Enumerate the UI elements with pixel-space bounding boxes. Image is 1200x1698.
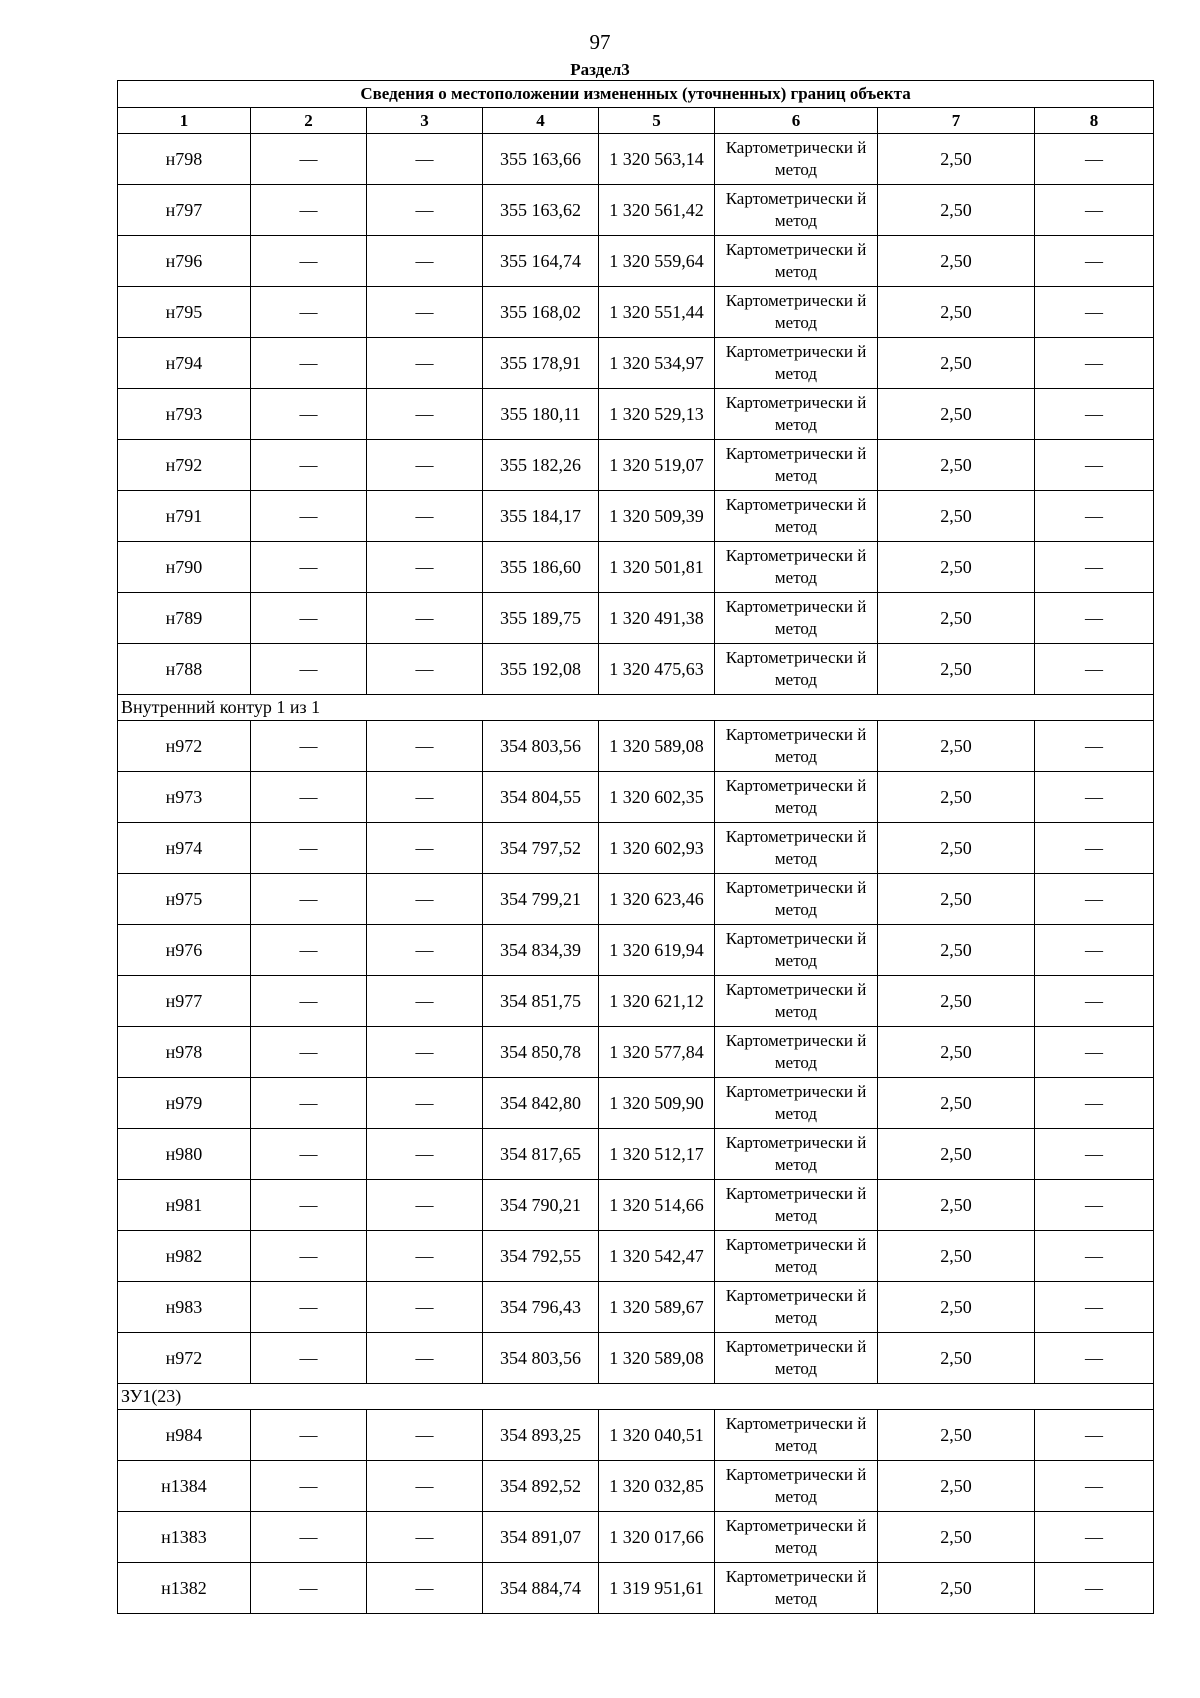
method-cell: Картометрически й метод [715, 287, 878, 338]
column-3-cell: — [367, 721, 483, 772]
column-3-cell: — [367, 287, 483, 338]
section-label: ЗУ1(23) [118, 1384, 1154, 1410]
column-8-cell: — [1035, 874, 1154, 925]
y-coordinate-cell: 1 320 589,67 [599, 1282, 715, 1333]
table-row [118, 593, 1154, 644]
table-caption-row [118, 81, 1154, 108]
accuracy-cell: 2,50 [878, 593, 1035, 644]
table-row [118, 925, 1154, 976]
y-coordinate-cell: 1 320 623,46 [599, 874, 715, 925]
y-coordinate-cell: 1 320 529,13 [599, 389, 715, 440]
column-8-cell: — [1035, 1563, 1154, 1614]
column-8-cell: — [1035, 389, 1154, 440]
accuracy-cell: 2,50 [878, 1333, 1035, 1384]
column-8-cell: — [1035, 1461, 1154, 1512]
method-cell: Картометрически й метод [715, 491, 878, 542]
point-cell: н789 [118, 593, 251, 644]
method-cell: Картометрически й метод [715, 925, 878, 976]
column-8-cell: — [1035, 1129, 1154, 1180]
point-cell: н797 [118, 185, 251, 236]
point-cell: н1384 [118, 1461, 251, 1512]
method-cell: Картометрически й метод [715, 976, 878, 1027]
column-3-cell: — [367, 1282, 483, 1333]
column-8-cell: — [1035, 1180, 1154, 1231]
column-3-cell: — [367, 338, 483, 389]
x-coordinate-cell: 355 192,08 [483, 644, 599, 695]
table-row [118, 1410, 1154, 1461]
method-cell: Картометрически й метод [715, 1512, 878, 1563]
x-coordinate-cell: 354 790,21 [483, 1180, 599, 1231]
column-8-cell: — [1035, 1027, 1154, 1078]
column-8-cell: — [1035, 1231, 1154, 1282]
point-cell: н977 [118, 976, 251, 1027]
table-row [118, 721, 1154, 772]
x-coordinate-cell: 355 184,17 [483, 491, 599, 542]
column-8-cell: — [1035, 185, 1154, 236]
y-coordinate-cell: 1 320 032,85 [599, 1461, 715, 1512]
column-8-cell: — [1035, 925, 1154, 976]
column-2-cell: — [251, 976, 367, 1027]
y-coordinate-cell: 1 320 534,97 [599, 338, 715, 389]
column-2-cell: — [251, 236, 367, 287]
table-row [118, 491, 1154, 542]
method-cell: Картометрически й метод [715, 1333, 878, 1384]
x-coordinate-cell: 354 842,80 [483, 1078, 599, 1129]
method-cell: Картометрически й метод [715, 1180, 878, 1231]
y-coordinate-cell: 1 319 951,61 [599, 1563, 715, 1614]
method-cell: Картометрически й метод [715, 644, 878, 695]
method-cell: Картометрически й метод [715, 1563, 878, 1614]
column-3-cell: — [367, 389, 483, 440]
column-3-cell: — [367, 185, 483, 236]
method-cell: Картометрически й метод [715, 542, 878, 593]
column-3-cell: — [367, 1027, 483, 1078]
column-number: 2 [251, 108, 367, 134]
table-row [118, 1129, 1154, 1180]
accuracy-cell: 2,50 [878, 134, 1035, 185]
x-coordinate-cell: 355 182,26 [483, 440, 599, 491]
y-coordinate-cell: 1 320 514,66 [599, 1180, 715, 1231]
table-row [118, 1027, 1154, 1078]
x-coordinate-cell: 355 180,11 [483, 389, 599, 440]
column-number: 8 [1035, 108, 1154, 134]
column-8-cell: — [1035, 823, 1154, 874]
table-row [118, 976, 1154, 1027]
column-2-cell: — [251, 1231, 367, 1282]
x-coordinate-cell: 354 804,55 [483, 772, 599, 823]
point-cell: н978 [118, 1027, 251, 1078]
column-2-cell: — [251, 440, 367, 491]
column-8-cell: — [1035, 721, 1154, 772]
method-cell: Картометрически й метод [715, 593, 878, 644]
column-number: 4 [483, 108, 599, 134]
column-2-cell: — [251, 1333, 367, 1384]
method-cell: Картометрически й метод [715, 440, 878, 491]
x-coordinate-cell: 354 834,39 [483, 925, 599, 976]
column-2-cell: — [251, 185, 367, 236]
method-cell: Картометрически й метод [715, 721, 878, 772]
point-cell: н796 [118, 236, 251, 287]
accuracy-cell: 2,50 [878, 1231, 1035, 1282]
section-title: Раздел3 [570, 60, 630, 79]
x-coordinate-cell: 355 163,66 [483, 134, 599, 185]
y-coordinate-cell: 1 320 602,93 [599, 823, 715, 874]
accuracy-cell: 2,50 [878, 389, 1035, 440]
column-2-cell: — [251, 874, 367, 925]
x-coordinate-cell: 355 189,75 [483, 593, 599, 644]
table-row [118, 134, 1154, 185]
point-cell: н975 [118, 874, 251, 925]
page-number: 97 [589, 30, 611, 54]
accuracy-cell: 2,50 [878, 823, 1035, 874]
column-3-cell: — [367, 1231, 483, 1282]
table-row [118, 1078, 1154, 1129]
table-row [118, 1512, 1154, 1563]
table-row [118, 1333, 1154, 1384]
table-row [118, 542, 1154, 593]
y-coordinate-cell: 1 320 621,12 [599, 976, 715, 1027]
accuracy-cell: 2,50 [878, 874, 1035, 925]
column-2-cell: — [251, 1180, 367, 1231]
accuracy-cell: 2,50 [878, 236, 1035, 287]
method-cell: Картометрически й метод [715, 1129, 878, 1180]
accuracy-cell: 2,50 [878, 1027, 1035, 1078]
point-cell: н972 [118, 1333, 251, 1384]
y-coordinate-cell: 1 320 619,94 [599, 925, 715, 976]
column-8-cell: — [1035, 338, 1154, 389]
x-coordinate-cell: 355 163,62 [483, 185, 599, 236]
y-coordinate-cell: 1 320 563,14 [599, 134, 715, 185]
column-3-cell: — [367, 1333, 483, 1384]
y-coordinate-cell: 1 320 589,08 [599, 721, 715, 772]
method-cell: Картометрически й метод [715, 823, 878, 874]
table-row [118, 287, 1154, 338]
y-coordinate-cell: 1 320 512,17 [599, 1129, 715, 1180]
y-coordinate-cell: 1 320 602,35 [599, 772, 715, 823]
column-3-cell: — [367, 491, 483, 542]
accuracy-cell: 2,50 [878, 542, 1035, 593]
point-cell: н788 [118, 644, 251, 695]
y-coordinate-cell: 1 320 040,51 [599, 1410, 715, 1461]
column-8-cell: — [1035, 287, 1154, 338]
method-cell: Картометрически й метод [715, 134, 878, 185]
column-8-cell: — [1035, 1333, 1154, 1384]
column-2-cell: — [251, 338, 367, 389]
point-cell: н793 [118, 389, 251, 440]
column-3-cell: — [367, 925, 483, 976]
column-3-cell: — [367, 644, 483, 695]
accuracy-cell: 2,50 [878, 925, 1035, 976]
column-2-cell: — [251, 721, 367, 772]
point-cell: н791 [118, 491, 251, 542]
column-8-cell: — [1035, 491, 1154, 542]
x-coordinate-cell: 354 892,52 [483, 1461, 599, 1512]
accuracy-cell: 2,50 [878, 1180, 1035, 1231]
x-coordinate-cell: 355 164,74 [483, 236, 599, 287]
method-cell: Картометрически й метод [715, 874, 878, 925]
column-2-cell: — [251, 1129, 367, 1180]
x-coordinate-cell: 354 797,52 [483, 823, 599, 874]
x-coordinate-cell: 354 803,56 [483, 721, 599, 772]
point-cell: н795 [118, 287, 251, 338]
section-label: Внутренний контур 1 из 1 [118, 695, 1154, 721]
column-8-cell: — [1035, 1512, 1154, 1563]
column-3-cell: — [367, 1512, 483, 1563]
x-coordinate-cell: 354 893,25 [483, 1410, 599, 1461]
column-3-cell: — [367, 236, 483, 287]
column-2-cell: — [251, 1563, 367, 1614]
table-row [118, 389, 1154, 440]
column-2-cell: — [251, 1410, 367, 1461]
table-row [118, 1180, 1154, 1231]
column-2-cell: — [251, 1512, 367, 1563]
column-number: 1 [118, 108, 251, 134]
y-coordinate-cell: 1 320 519,07 [599, 440, 715, 491]
x-coordinate-cell: 354 799,21 [483, 874, 599, 925]
method-cell: Картометрически й метод [715, 338, 878, 389]
column-8-cell: — [1035, 1410, 1154, 1461]
column-2-cell: — [251, 542, 367, 593]
method-cell: Картометрически й метод [715, 1078, 878, 1129]
point-cell: н983 [118, 1282, 251, 1333]
table-row [118, 874, 1154, 925]
column-8-cell: — [1035, 542, 1154, 593]
column-2-cell: — [251, 1027, 367, 1078]
y-coordinate-cell: 1 320 542,47 [599, 1231, 715, 1282]
y-coordinate-cell: 1 320 509,39 [599, 491, 715, 542]
accuracy-cell: 2,50 [878, 1129, 1035, 1180]
method-cell: Картометрически й метод [715, 1231, 878, 1282]
section-label-row [118, 1384, 1154, 1410]
column-8-cell: — [1035, 134, 1154, 185]
point-cell: н973 [118, 772, 251, 823]
method-cell: Картометрически й метод [715, 236, 878, 287]
coordinates-table [117, 80, 1154, 1614]
method-cell: Картометрически й метод [715, 1282, 878, 1333]
accuracy-cell: 2,50 [878, 721, 1035, 772]
point-cell: н980 [118, 1129, 251, 1180]
table-row [118, 1282, 1154, 1333]
column-3-cell: — [367, 593, 483, 644]
method-cell: Картометрически й метод [715, 185, 878, 236]
x-coordinate-cell: 354 817,65 [483, 1129, 599, 1180]
x-coordinate-cell: 354 792,55 [483, 1231, 599, 1282]
table-row [118, 823, 1154, 874]
method-cell: Картометрически й метод [715, 389, 878, 440]
accuracy-cell: 2,50 [878, 491, 1035, 542]
table-row [118, 1563, 1154, 1614]
accuracy-cell: 2,50 [878, 287, 1035, 338]
x-coordinate-cell: 354 884,74 [483, 1563, 599, 1614]
column-2-cell: — [251, 287, 367, 338]
column-3-cell: — [367, 1078, 483, 1129]
point-cell: н790 [118, 542, 251, 593]
column-8-cell: — [1035, 644, 1154, 695]
section-label-row [118, 695, 1154, 721]
column-number: 6 [715, 108, 878, 134]
point-cell: н792 [118, 440, 251, 491]
table-row [118, 1461, 1154, 1512]
table-row [118, 1231, 1154, 1282]
x-coordinate-cell: 355 186,60 [483, 542, 599, 593]
accuracy-cell: 2,50 [878, 644, 1035, 695]
column-2-cell: — [251, 1282, 367, 1333]
table-row [118, 772, 1154, 823]
y-coordinate-cell: 1 320 017,66 [599, 1512, 715, 1563]
x-coordinate-cell: 354 851,75 [483, 976, 599, 1027]
table-row [118, 644, 1154, 695]
column-2-cell: — [251, 1461, 367, 1512]
column-2-cell: — [251, 925, 367, 976]
accuracy-cell: 2,50 [878, 1282, 1035, 1333]
column-3-cell: — [367, 134, 483, 185]
point-cell: н798 [118, 134, 251, 185]
y-coordinate-cell: 1 320 501,81 [599, 542, 715, 593]
table-row [118, 185, 1154, 236]
column-3-cell: — [367, 772, 483, 823]
column-3-cell: — [367, 874, 483, 925]
point-cell: н794 [118, 338, 251, 389]
column-3-cell: — [367, 440, 483, 491]
point-cell: н974 [118, 823, 251, 874]
y-coordinate-cell: 1 320 551,44 [599, 287, 715, 338]
accuracy-cell: 2,50 [878, 440, 1035, 491]
x-coordinate-cell: 354 891,07 [483, 1512, 599, 1563]
point-cell: н981 [118, 1180, 251, 1231]
x-coordinate-cell: 354 850,78 [483, 1027, 599, 1078]
accuracy-cell: 2,50 [878, 1512, 1035, 1563]
y-coordinate-cell: 1 320 561,42 [599, 185, 715, 236]
column-2-cell: — [251, 644, 367, 695]
column-3-cell: — [367, 542, 483, 593]
column-number: 3 [367, 108, 483, 134]
accuracy-cell: 2,50 [878, 772, 1035, 823]
x-coordinate-cell: 355 168,02 [483, 287, 599, 338]
column-8-cell: — [1035, 772, 1154, 823]
column-number: 5 [599, 108, 715, 134]
x-coordinate-cell: 355 178,91 [483, 338, 599, 389]
y-coordinate-cell: 1 320 475,63 [599, 644, 715, 695]
x-coordinate-cell: 354 803,56 [483, 1333, 599, 1384]
column-number: 7 [878, 108, 1035, 134]
column-8-cell: — [1035, 593, 1154, 644]
point-cell: н972 [118, 721, 251, 772]
y-coordinate-cell: 1 320 559,64 [599, 236, 715, 287]
point-cell: н976 [118, 925, 251, 976]
column-2-cell: — [251, 823, 367, 874]
y-coordinate-cell: 1 320 589,08 [599, 1333, 715, 1384]
accuracy-cell: 2,50 [878, 1078, 1035, 1129]
column-2-cell: — [251, 593, 367, 644]
method-cell: Картометрически й метод [715, 1027, 878, 1078]
accuracy-cell: 2,50 [878, 1563, 1035, 1614]
column-8-cell: — [1035, 236, 1154, 287]
point-cell: н984 [118, 1410, 251, 1461]
column-2-cell: — [251, 134, 367, 185]
column-8-cell: — [1035, 440, 1154, 491]
y-coordinate-cell: 1 320 491,38 [599, 593, 715, 644]
coordinates-table-body [118, 81, 1154, 1614]
x-coordinate-cell: 354 796,43 [483, 1282, 599, 1333]
accuracy-cell: 2,50 [878, 185, 1035, 236]
column-3-cell: — [367, 1563, 483, 1614]
column-3-cell: — [367, 1180, 483, 1231]
column-8-cell: — [1035, 1078, 1154, 1129]
accuracy-cell: 2,50 [878, 976, 1035, 1027]
point-cell: н1383 [118, 1512, 251, 1563]
column-3-cell: — [367, 1461, 483, 1512]
point-cell: н1382 [118, 1563, 251, 1614]
column-3-cell: — [367, 976, 483, 1027]
point-cell: н982 [118, 1231, 251, 1282]
method-cell: Картометрически й метод [715, 1410, 878, 1461]
method-cell: Картометрически й метод [715, 1461, 878, 1512]
accuracy-cell: 2,50 [878, 1461, 1035, 1512]
accuracy-cell: 2,50 [878, 338, 1035, 389]
column-2-cell: — [251, 491, 367, 542]
method-cell: Картометрически й метод [715, 772, 878, 823]
table-caption: Сведения о местоположении измененных (уточненных) границ объекта [118, 81, 1154, 108]
column-2-cell: — [251, 389, 367, 440]
accuracy-cell: 2,50 [878, 1410, 1035, 1461]
y-coordinate-cell: 1 320 509,90 [599, 1078, 715, 1129]
column-3-cell: — [367, 823, 483, 874]
column-2-cell: — [251, 772, 367, 823]
column-number-row [118, 108, 1154, 134]
table-row [118, 236, 1154, 287]
column-3-cell: — [367, 1129, 483, 1180]
column-8-cell: — [1035, 976, 1154, 1027]
table-row [118, 440, 1154, 491]
table-row [118, 338, 1154, 389]
column-8-cell: — [1035, 1282, 1154, 1333]
point-cell: н979 [118, 1078, 251, 1129]
column-2-cell: — [251, 1078, 367, 1129]
column-3-cell: — [367, 1410, 483, 1461]
y-coordinate-cell: 1 320 577,84 [599, 1027, 715, 1078]
